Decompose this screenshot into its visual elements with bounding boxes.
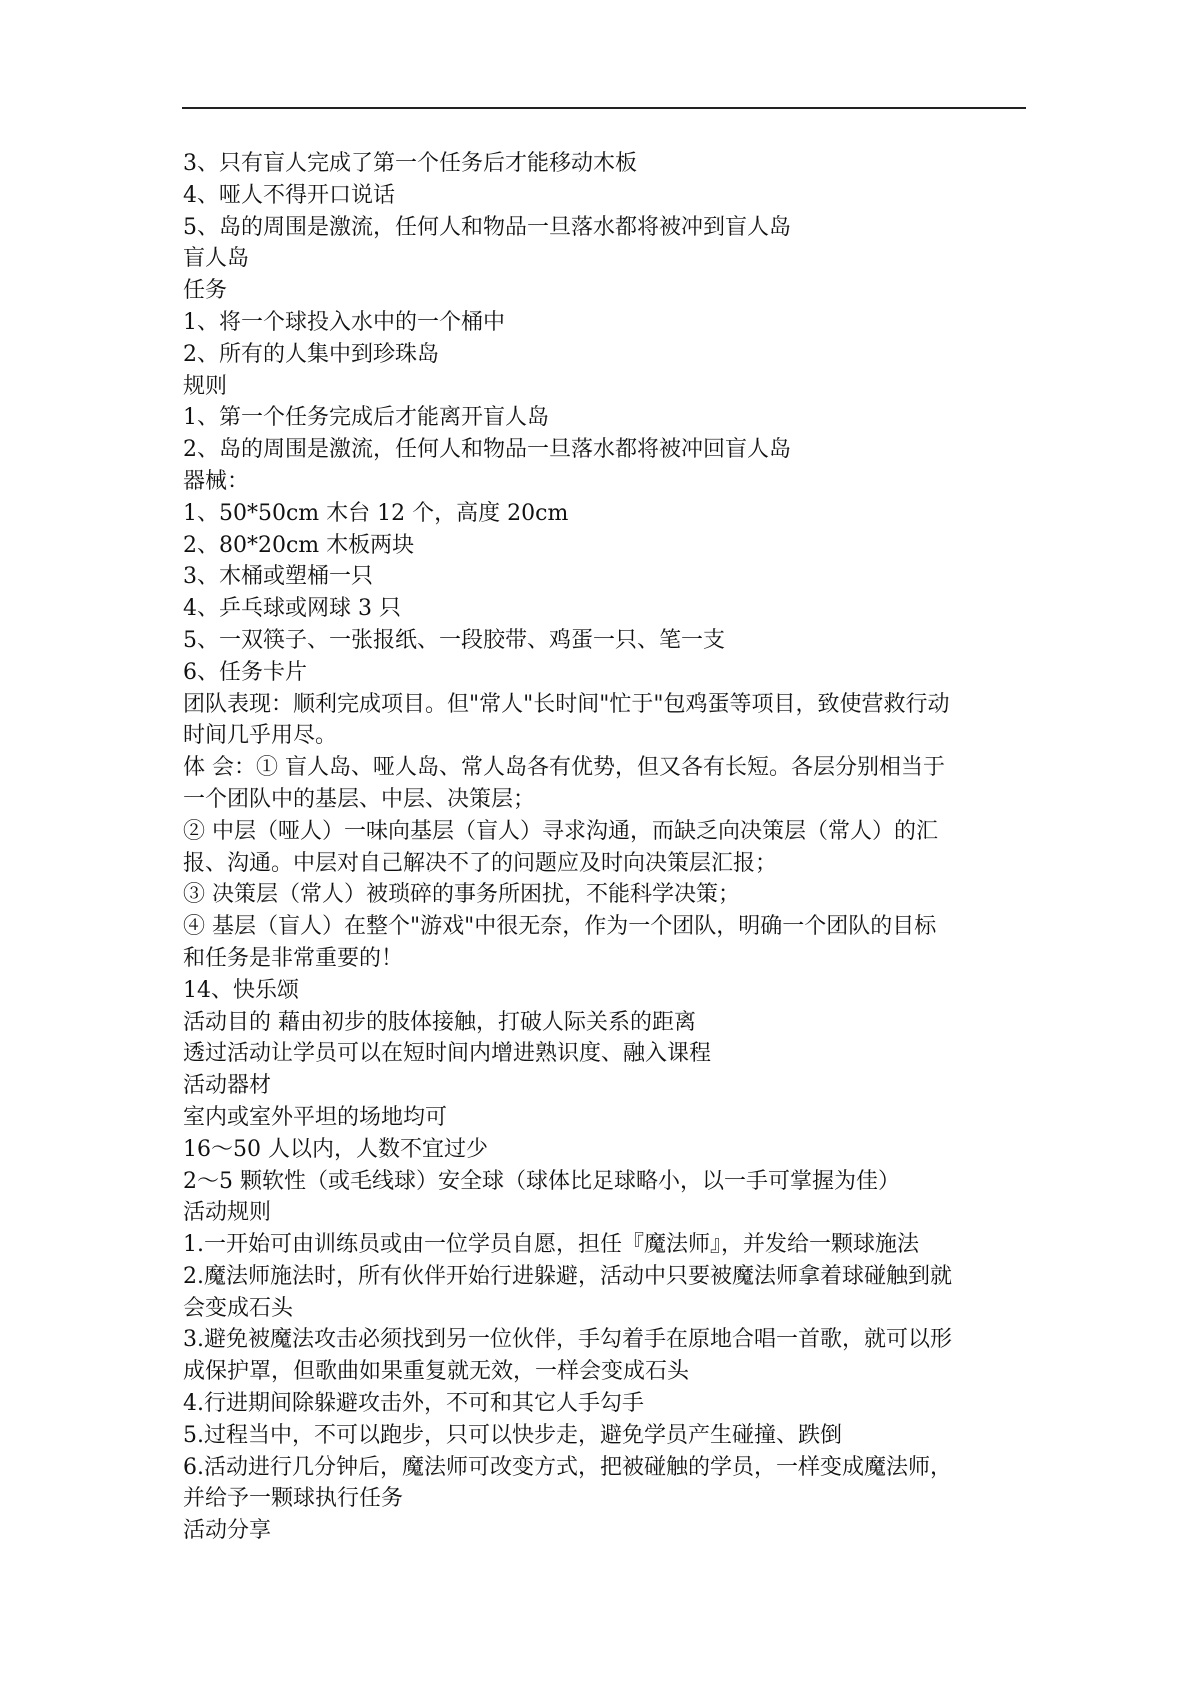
text-line: 会变成石头 xyxy=(183,1295,294,1321)
section-heading: 活动规则 xyxy=(183,1200,272,1226)
text-line: 6、任务卡片 xyxy=(183,659,307,685)
text-line: ② 中层（哑人）一味向基层（盲人）寻求沟通，而缺乏向决策层（常人）的汇 xyxy=(183,818,938,844)
section-heading: 器械： xyxy=(183,468,250,494)
text-line: 2.魔法师施法时，所有伙伴开始行进躲避，活动中只要被魔法师拿着球碰触到就 xyxy=(183,1263,952,1289)
text-line: 3、木桶或塑桶一只 xyxy=(183,564,373,590)
text-line: 1、将一个球投入水中的一个桶中 xyxy=(183,309,505,335)
text-line: 2、岛的周围是激流，任何人和物品一旦落水都将被冲回盲人岛 xyxy=(183,437,791,463)
text-line: 并给予一颗球执行任务 xyxy=(183,1486,404,1512)
text-line: ④ 基层（盲人）在整个"游戏"中很无奈，作为一个团队，明确一个团队的目标 xyxy=(183,914,937,940)
text-line: 4、哑人不得开口说话 xyxy=(183,182,395,208)
section-heading: 盲人岛 xyxy=(183,246,250,272)
text-line: 1、50*50cm 木台 12 个，高度 20cm xyxy=(183,500,569,526)
text-line: 1、第一个任务完成后才能离开盲人岛 xyxy=(183,405,549,431)
text-line: 16～50 人以内，人数不宜过少 xyxy=(183,1136,488,1162)
text-line: 5、一双筷子、一张报纸、一段胶带、鸡蛋一只、笔一支 xyxy=(183,627,725,653)
text-line: 一个团队中的基层、中层、决策层； xyxy=(183,786,536,812)
section-heading: 14、快乐颂 xyxy=(183,977,299,1003)
text-line: 2～5 颗软性（或毛线球）安全球（球体比足球略小，以一手可掌握为佳） xyxy=(183,1168,900,1194)
text-line: 透过活动让学员可以在短时间内增进熟识度、融入课程 xyxy=(183,1041,712,1067)
text-line: 6.活动进行几分钟后，魔法师可改变方式，把被碰触的学员，一样变成魔法师， xyxy=(183,1454,952,1480)
text-line: 2、80*20cm 木板两块 xyxy=(183,532,415,558)
text-line: 时间几乎用尽。 xyxy=(183,723,338,749)
text-line: 1.一开始可由训练员或由一位学员自愿，担任『魔法师』，并发给一颗球施法 xyxy=(183,1232,919,1258)
text-line: 体 会：① 盲人岛、哑人岛、常人岛各有优势，但又各有长短。各层分别相当于 xyxy=(183,755,945,781)
text-line: 报、沟通。中层对自己解决不了的问题应及时向决策层汇报； xyxy=(183,850,778,876)
text-line: 和任务是非常重要的！ xyxy=(183,945,404,971)
text-line: 室内或室外平坦的场地均可 xyxy=(183,1104,448,1130)
section-heading: 任务 xyxy=(183,278,228,304)
header-rule xyxy=(182,107,1026,109)
text-line: 成保护罩，但歌曲如果重复就无效，一样会变成石头 xyxy=(183,1359,690,1385)
text-line: 4、乒乓球或网球 3 只 xyxy=(183,596,401,622)
text-line: 2、所有的人集中到珍珠岛 xyxy=(183,341,439,367)
text-line: 3、只有盲人完成了第一个任务后才能移动木板 xyxy=(183,151,637,176)
text-line: 团队表现：顺利完成项目。但"常人"长时间"忙于"包鸡蛋等项目，致使营救行动 xyxy=(183,691,950,717)
text-line: 5.过程当中，不可以跑步，只可以快步走，避免学员产生碰撞、跌倒 xyxy=(183,1422,842,1448)
section-heading: 规则 xyxy=(183,373,228,399)
section-heading: 活动器材 xyxy=(183,1073,272,1099)
text-line: 活动目的 藉由初步的肢体接触，打破人际关系的距离 xyxy=(183,1009,696,1035)
section-heading: 活动分享 xyxy=(183,1518,272,1544)
text-line: 3.避免被魔法攻击必须找到另一位伙伴，手勾着手在原地合唱一首歌，就可以形 xyxy=(183,1327,952,1353)
text-line: ③ 决策层（常人）被琐碎的事务所困扰，不能科学决策； xyxy=(183,882,740,908)
document-body xyxy=(183,148,1033,1547)
text-line: 4.行进期间除躲避攻击外，不可和其它人手勾手 xyxy=(183,1391,644,1417)
text-line: 5、岛的周围是激流，任何人和物品一旦落水都将被冲到盲人岛 xyxy=(183,214,791,240)
